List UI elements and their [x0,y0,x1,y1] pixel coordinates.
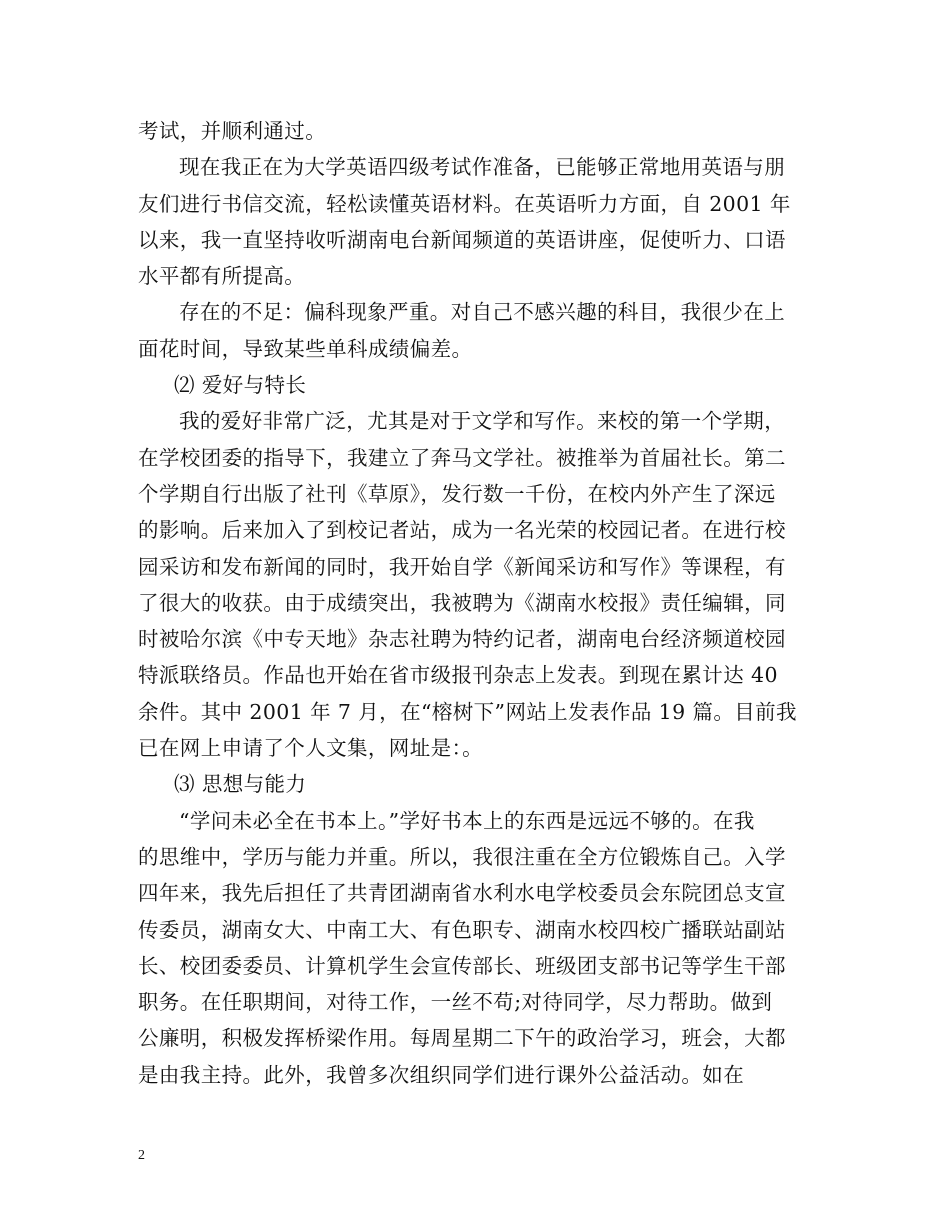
text-line: 水平都有所提高。 [138,264,306,289]
text-line: 友们进行书信交流，轻松读懂英语材料。在英语听力方面，自 2001 年 [138,191,791,216]
text-line: 四年来，我先后担任了共青团湖南省水利水电学校委员会东院团总支宣 [138,881,786,906]
text-line: 个学期自行出版了社刊《草原》，发行数一千份，在校内外产生了深远 [138,481,776,506]
paragraph-start-line: 我的爱好非常广泛，尤其是对于文学和写作。来校的第一个学期， [179,409,786,434]
page-number: 2 [138,1148,145,1163]
text-line: 了很大的收获。由于成绩突出，我被聘为《湖南水校报》责任编辑，同 [138,590,786,615]
text-line: 传委员，湖南女大、中南工大、有色职专、湖南水校四校广播联站副站 [138,917,786,942]
text-line: 园采访和发布新闻的同时，我开始自学《新闻采访和写作》等课程，有 [138,554,786,579]
text-line: 考试，并顺利通过。 [138,119,327,143]
document-body [138,113,814,1093]
paragraph-start-line: 存在的不足：偏科现象严重。对自己不感兴趣的科目，我很少在上 [179,300,786,325]
text-line: 是由我主持。此外，我曾多次组织同学们进行课外公益活动。如在 [138,1062,745,1087]
text-line: 公廉明，积极发挥桥梁作用。每周星期二下午的政治学习，班会，大都 [138,1026,786,1051]
section-heading: ⑶ 思想与能力 [174,772,307,797]
paragraph-start-line: “学问未必全在书本上。”学好书本上的东西是远远不够的。在我 [179,808,755,833]
paragraph-start-line: 现在我正在为大学英语四级考试作准备，已能够正常地用英语与朋 [179,155,786,180]
text-line: 长、校团委委员、计算机学生会宣传部长、班级团支部书记等学生干部 [138,953,786,978]
section-heading: ⑵ 爱好与特长 [174,373,307,398]
text-line: 时被哈尔滨《中专天地》杂志社聘为特约记者，湖南电台经济频道校园 [138,627,786,652]
text-line: 已在网上申请了个人文集，网址是：。 [138,736,484,761]
text-line: 特派联络员。作品也开始在省市级报刊杂志上发表。到现在累计达 40 [138,663,778,688]
text-line: 余件。其中 2001 年 7 月，在“榕树下”网站上发表作品 19 篇。目前我 [138,699,797,724]
text-line: 的影响。后来加入了到校记者站，成为一名光荣的校园记者。在进行校 [138,518,786,543]
text-line: 的思维中，学历与能力并重。所以，我很注重在全方位锻炼自己。入学 [138,844,786,869]
text-line: 在学校团委的指导下，我建立了奔马文学社。被推举为首届社长。第二 [138,445,786,470]
text-line: 面花时间，导致某些单科成绩偏差。 [138,336,473,361]
text-line: 职务。在任职期间，对待工作，一丝不苟;对待同学，尽力帮助。做到 [138,990,773,1015]
text-line: 以来，我一直坚持收听湖南电台新闻频道的英语讲座，促使听力、口语 [138,227,786,252]
